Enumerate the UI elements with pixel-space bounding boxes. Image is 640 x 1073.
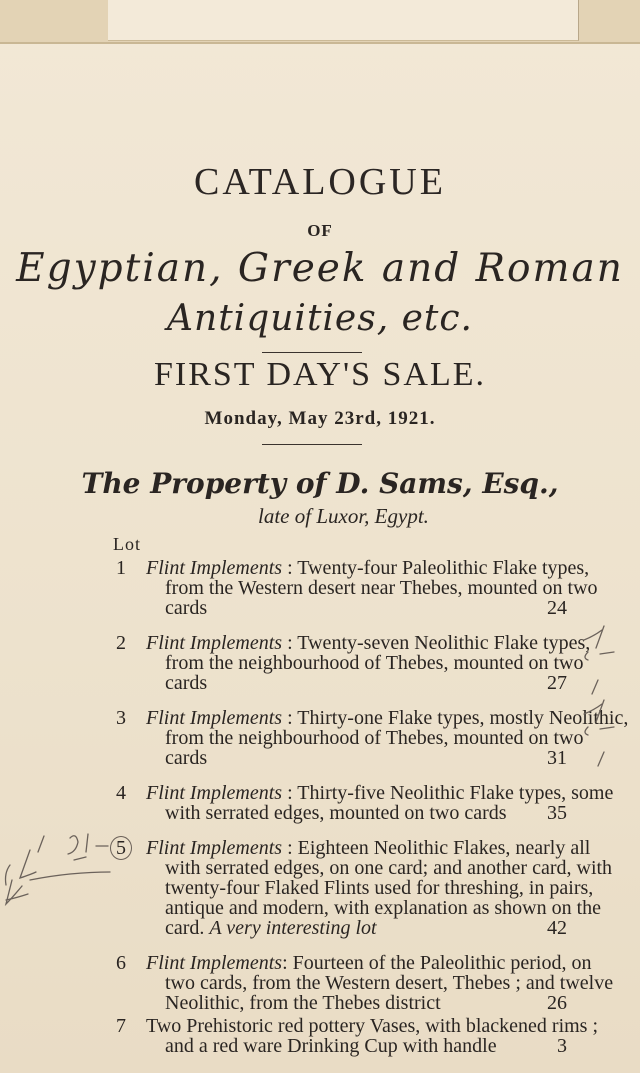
lot-category: Flint Implements bbox=[146, 782, 283, 804]
lot-text: two cards, from the Western desert, Thebes ; and twelve bbox=[165, 972, 614, 994]
pencil-mark bbox=[86, 834, 88, 852]
lot-text: Fourteen of the Paleolithic period, on bbox=[292, 952, 592, 974]
lot-count: 27 bbox=[547, 672, 567, 694]
lot-text: Thirty-five Neolithic Flake types, some bbox=[297, 782, 614, 804]
pencil-mark bbox=[6, 880, 22, 904]
lot-text: from the neighbourhood of Thebes, mounted on two bbox=[165, 727, 584, 749]
lot-count: 24 bbox=[547, 597, 567, 619]
lot-first-line: Flint Implements : Twenty-four Paleolithic Flake types, bbox=[146, 557, 590, 579]
pencil-mark bbox=[6, 865, 11, 885]
lot-text: Two Prehistoric red pottery Vases, with blackened rims ; bbox=[146, 1015, 599, 1037]
catalogue-title: CATALOGUE bbox=[194, 161, 446, 203]
pencil-mark bbox=[68, 836, 78, 854]
sale-title: FIRST DAY'S SALE. bbox=[153, 356, 487, 393]
lot-text: with serrated edges, on one card; and another card, with bbox=[165, 857, 613, 879]
pencil-mark bbox=[596, 626, 604, 648]
lot-category: Flint Implements bbox=[146, 557, 283, 579]
lot-text: cards bbox=[165, 672, 208, 694]
pencil-mark bbox=[600, 727, 614, 729]
lot-category: Flint Implements bbox=[146, 632, 283, 654]
lot-text: Twenty-seven Neolithic Flake types, bbox=[297, 632, 591, 654]
lot-number: 6 bbox=[116, 952, 126, 974]
circled-lot-number: 5 bbox=[110, 836, 132, 860]
lot-text: Neolithic, from the Thebes district bbox=[165, 992, 441, 1014]
lot-first-line: Flint Implements : Eighteen Neolithic Flakes, nearly all bbox=[146, 837, 591, 859]
pencil-mark bbox=[598, 752, 604, 766]
lot-text: from the neighbourhood of Thebes, mounted on two bbox=[165, 652, 584, 674]
pencil-mark bbox=[6, 894, 28, 900]
sale-date: Monday, May 23rd, 1921. bbox=[204, 408, 436, 429]
pencil-mark bbox=[38, 836, 44, 852]
lot-category: Flint Implements bbox=[146, 707, 283, 729]
lot-text: and a red ware Drinking Cup with handle bbox=[165, 1035, 497, 1057]
pencil-mark bbox=[596, 700, 604, 722]
pencil-mark bbox=[74, 857, 86, 860]
lot-text: with serrated edges, mounted on two cards bbox=[165, 802, 507, 824]
lot-first-line: Flint Implements: Fourteen of the Paleolithic period, on bbox=[146, 952, 592, 974]
pencil-mark bbox=[600, 652, 614, 654]
lot-count: 3 bbox=[557, 1035, 567, 1057]
lot-number: 4 bbox=[116, 782, 126, 804]
pencil-mark bbox=[30, 872, 110, 880]
lot-text: Eighteen Neolithic Flakes, nearly all bbox=[297, 837, 591, 859]
lot-text: from the Western desert near Thebes, mounted on two bbox=[165, 577, 598, 599]
lot-count: 31 bbox=[547, 747, 567, 769]
lot-number: 2 bbox=[116, 632, 126, 654]
lot-text: antique and modern, with explanation as shown on the bbox=[165, 897, 602, 919]
pencil-mark bbox=[585, 652, 588, 660]
lot-first-line: Flint Implements : Twenty-seven Neolithic Flake types, bbox=[146, 632, 591, 654]
lot-column-heading: Lot bbox=[113, 534, 141, 554]
lot-text: card. bbox=[165, 917, 205, 939]
lot-count: 42 bbox=[547, 917, 567, 939]
of-line: OF bbox=[307, 221, 333, 240]
lot-number: 3 bbox=[116, 707, 126, 729]
lot-first-line: Flint Implements : Thirty-five Neolithic Flake types, some bbox=[146, 782, 614, 804]
lot-category: Flint Implements bbox=[146, 837, 283, 859]
owner-location: late of Luxor, Egypt. bbox=[258, 504, 429, 528]
lot-text: cards bbox=[165, 747, 208, 769]
lot-count: 26 bbox=[547, 992, 567, 1014]
lot-text: cards bbox=[165, 597, 208, 619]
owner-line: The Property of D. Sams, Esq., bbox=[81, 467, 559, 500]
lot-number: 7 bbox=[116, 1015, 126, 1037]
pencil-mark bbox=[20, 850, 36, 878]
lot-text: Thirty-one Flake types, mostly Neolithic, bbox=[297, 707, 629, 729]
subject-line-1: Egyptian, Greek and Roman bbox=[16, 246, 624, 291]
lot-category: Flint Implements bbox=[146, 952, 283, 974]
lot-text: twenty-four Flaked Flints used for threshing, in pairs, bbox=[165, 877, 594, 899]
lot-text: Twenty-four Paleolithic Flake types, bbox=[297, 557, 590, 579]
lot-first-line: Flint Implements : Thirty-one Flake types, mostly Neolithic, bbox=[146, 707, 629, 729]
pencil-mark bbox=[592, 680, 598, 694]
lot-count: 35 bbox=[547, 802, 567, 824]
subject-line-2: Antiquities, etc. bbox=[167, 298, 473, 339]
lot-number: 1 bbox=[116, 557, 126, 579]
pencil-mark bbox=[585, 727, 588, 735]
lot-note: A very interesting lot bbox=[209, 917, 377, 939]
